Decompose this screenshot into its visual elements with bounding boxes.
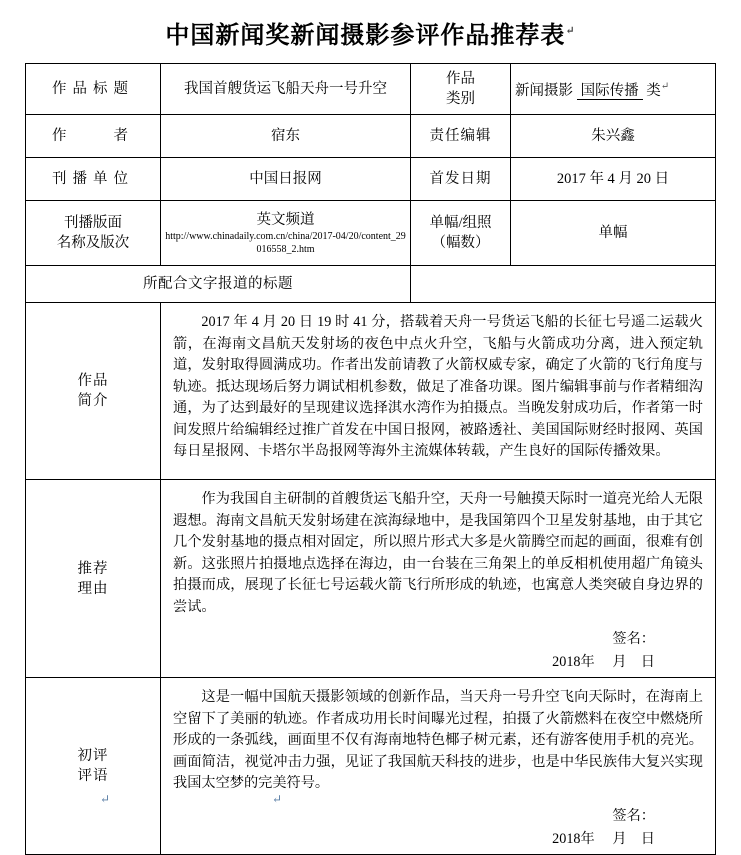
review-label: [26, 678, 161, 855]
recommend-text: 作为我国自主研制的首艘货运飞船升空，天舟一号触摸天际时一道亮光给人无限遐想。海南文昌航天发射场建在滨海绿地中，是我国第四个卫星发射基地，由于其它几个发射基地的摄点相对固定，所以照片形式大多是火箭腾空而起的画面，很难有创新。这张照片拍摄地点选择在海边，由一台装在三角架上的单反相机使用超广角镜头拍摄而成，展现了长征七号运载火箭飞行所形成的轨迹，也寓意人类突破自身边界的尝试。: [173, 491, 703, 615]
count-label-line2: （幅数）: [431, 235, 490, 251]
edition-url: http://www.chinadaily.com.cn/china/2017-04/20/content_29016558_2.htm: [165, 231, 406, 255]
summary-label-line2: 简介: [77, 393, 109, 409]
publisher-value: 中国日报网: [161, 158, 411, 201]
first-publish-label: 首发日期: [411, 158, 511, 201]
editor-label: 责任编辑: [411, 115, 511, 158]
recommend-label-line1: 推荐: [77, 560, 109, 577]
work-title-label: 作品标题: [26, 64, 161, 115]
edition-channel: 英文频道: [256, 212, 315, 228]
page-title-text: 中国新闻奖新闻摄影参评作品推荐表: [165, 23, 566, 49]
edition-label-line2: 名称及版次: [56, 235, 130, 251]
recommend-signature-block: [165, 628, 711, 674]
paragraph-mark-icon: ↵: [100, 792, 111, 806]
paragraph-mark-icon: ↵: [660, 81, 670, 93]
report-headline-value: [411, 266, 716, 303]
table-row-publisher: [26, 158, 716, 201]
summary-text: 2017 年 4 月 20 日 19 时 41 分，搭载着天舟一号货运飞船的长征七号遥二运载火箭，在海南文昌航天发射场的夜色中点火升空，飞船与火箭成功分离，进入预定轨道，发射取得圆满成功。作者出发前请教了火箭权威专家，确定了火箭的飞行角度与轨迹。抵达现场后努力调试相机参数，做足了准备功课。图片编辑事前与作者精细沟通，为了达到最好的呈现建议选择淇水湾作为拍摄点。当晚发射成功后，作者第一时间发照片给编辑经过推广首发在中国日报网，被路透社、美国国际财经时报网、英国每日星报网、卡塔尔半岛报网等海外主流媒体转载，产生良好的国际传播效果。: [173, 314, 703, 459]
author-label: 作 者: [26, 115, 161, 158]
review-cell: [161, 678, 716, 855]
review-sign-date: 2018年 月 日: [552, 830, 655, 847]
category-underlined-value: 国际传播: [577, 83, 643, 100]
count-label-line1: 单幅/组照: [429, 215, 492, 231]
review-label-line2: 评语: [77, 767, 109, 784]
summary-cell: [161, 303, 716, 480]
table-row-author: [26, 115, 716, 158]
review-label-line1: 初评: [77, 747, 109, 764]
category-prefix: 新闻摄影: [515, 82, 573, 99]
first-publish-value: 2017 年 4 月 20 日: [511, 158, 716, 201]
recommend-label: [26, 480, 161, 678]
recommend-label-line2: 理由: [77, 580, 109, 597]
review-sign-label: 签名：: [612, 807, 655, 824]
document-page: [0, 14, 741, 847]
page-title: [0, 14, 741, 53]
recommend-cell: [161, 480, 716, 678]
table-row-report-headline: [26, 266, 716, 303]
table-row-edition: [26, 201, 716, 266]
category-suffix: 类: [646, 82, 661, 99]
category-value: [511, 64, 716, 115]
editor-value: 朱兴鑫: [511, 115, 716, 158]
review-signature-block: [165, 805, 711, 851]
edition-value: [161, 201, 411, 266]
recommendation-table: [25, 63, 716, 855]
paragraph-mark-icon: ↵: [272, 792, 283, 806]
edition-label-line1: 刊播版面: [64, 215, 122, 231]
paragraph-mark-icon: ↵: [565, 25, 576, 37]
count-value: 单幅: [511, 201, 716, 266]
summary-label-line1: 作品: [77, 373, 109, 389]
recommend-sign-label: 签名：: [612, 631, 655, 647]
table-row-work-title: [26, 64, 716, 115]
work-title-value: 我国首艘货运飞船天舟一号升空: [161, 64, 411, 115]
count-label: [411, 201, 511, 266]
summary-label: [26, 303, 161, 480]
author-value: 宿东: [161, 115, 411, 158]
table-row-summary: [26, 303, 716, 480]
edition-label: [26, 201, 161, 266]
publisher-label: 刊播单位: [26, 158, 161, 201]
table-row-review: [26, 678, 716, 855]
review-text: 这是一幅中国航天摄影领域的创新作品，当天舟一号升空飞向天际时，在海南上空留下了美丽的轨迹。作者成功用长时间曝光过程，拍摄了火箭燃料在夜空中燃烧所形成的一条弧线，画面里不仅有海南地特色椰子树元素，还有游客使用手机的亮光。画面简洁，视觉冲击力强，见证了我国航天科技的进步，也是中华民族伟大复兴实现我国太空梦的完美符号。: [173, 689, 703, 791]
category-label: 作品 类别: [411, 64, 511, 115]
recommend-sign-date: 2018年 月 日: [552, 654, 655, 670]
report-headline-label: 所配合文字报道的标题: [26, 266, 411, 303]
table-row-recommendation: [26, 480, 716, 678]
